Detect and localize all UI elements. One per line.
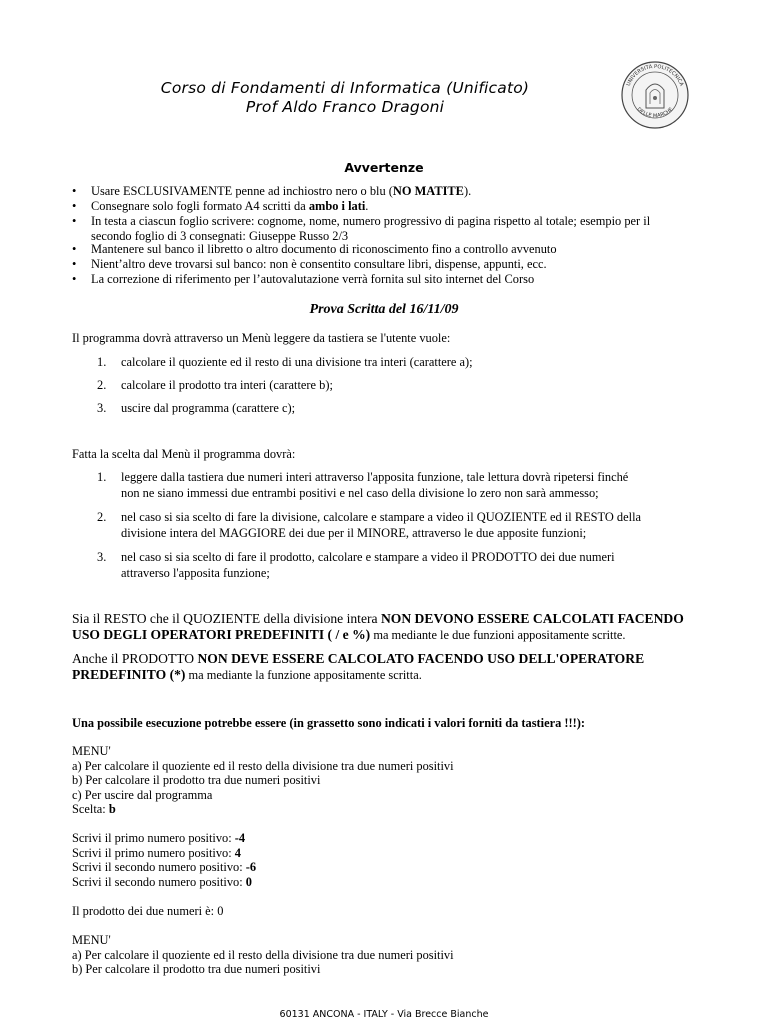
seal-top-text: UNIVERSITÀ POLITECNICA: [625, 63, 685, 88]
example-option-b: b) Per calcolare il prodotto tra due numeri positivi: [72, 773, 321, 787]
exam-title: Prova Scritta del 16/11/09: [309, 302, 459, 317]
example-result: Il prodotto dei due numeri è: 0: [72, 904, 224, 918]
example-heading: Una possibile esecuzione potrebbe essere (in grassetto sono indicati i valori forniti da tastiera !!!):: [72, 716, 586, 730]
note-division: Sia il RESTO che il QUOZIENTE della divisione intera NON DEVONO ESSERE CALCOLATI FACENDO: [72, 611, 684, 626]
bullet-icon: •: [72, 214, 77, 228]
note-division-continued: USO DEGLI OPERATORI PREDEFINITI ( / e %) ma mediante le due funzioni appositamente scritte.: [72, 627, 626, 642]
bullet-icon: •: [72, 199, 77, 213]
example-menu-title: MENU': [72, 744, 111, 758]
example-input-line: Scrivi il primo numero positivo: -4: [72, 831, 246, 845]
footer-address: 60131 ANCONA - ITALY - Via Brecce Bianche: [279, 1009, 489, 1020]
example-choice-value: b: [108, 802, 116, 816]
example-option-a: a) Per calcolare il quoziente ed il resto della divisione tra due numeri positivi: [72, 759, 454, 773]
bullet-icon: •: [72, 184, 77, 198]
note-product-continued: PREDEFINITO (*) ma mediante la funzione appositamente scritta.: [72, 667, 422, 682]
example-option-b-repeat: b) Per calcolare il prodotto tra due numeri positivi: [72, 962, 321, 976]
example-input-line: Scrivi il secondo numero positivo: -6: [72, 860, 257, 874]
warnings-heading: Avvertenze: [344, 160, 424, 175]
example-input-line: Scrivi il primo numero positivo: 4: [72, 846, 241, 860]
example-option-a-repeat: a) Per calcolare il quoziente ed il resto della divisione tra due numeri positivi: [72, 948, 454, 962]
example-option-c: c) Per uscire dal programma: [72, 788, 213, 802]
university-seal-icon: [620, 60, 690, 130]
bullet-icon: •: [72, 242, 77, 256]
bullet-icon: •: [72, 257, 77, 271]
example-choice: Scelta: b: [72, 802, 116, 816]
note-product: Anche il PRODOTTO NON DEVE ESSERE CALCOLATO FACENDO USO DELL'OPERATORE: [72, 651, 645, 666]
example-input-line: Scrivi il secondo numero positivo: 0: [72, 875, 252, 889]
course-title: Corso di Fondamenti di Informatica (Unificato): [160, 79, 530, 97]
professor-name: Prof Aldo Franco Dragoni: [245, 98, 445, 116]
choice-intro-text: Fatta la scelta dal Menù il programma dovrà:: [72, 447, 296, 461]
seal-bottom-text: DELLE MARCHE: [635, 106, 675, 120]
example-menu-title-repeat: MENU': [72, 933, 111, 947]
bullet-icon: •: [72, 272, 77, 286]
intro-text: Il programma dovrà attraverso un Menù leggere da tastiera se l'utente vuole:: [72, 331, 451, 345]
